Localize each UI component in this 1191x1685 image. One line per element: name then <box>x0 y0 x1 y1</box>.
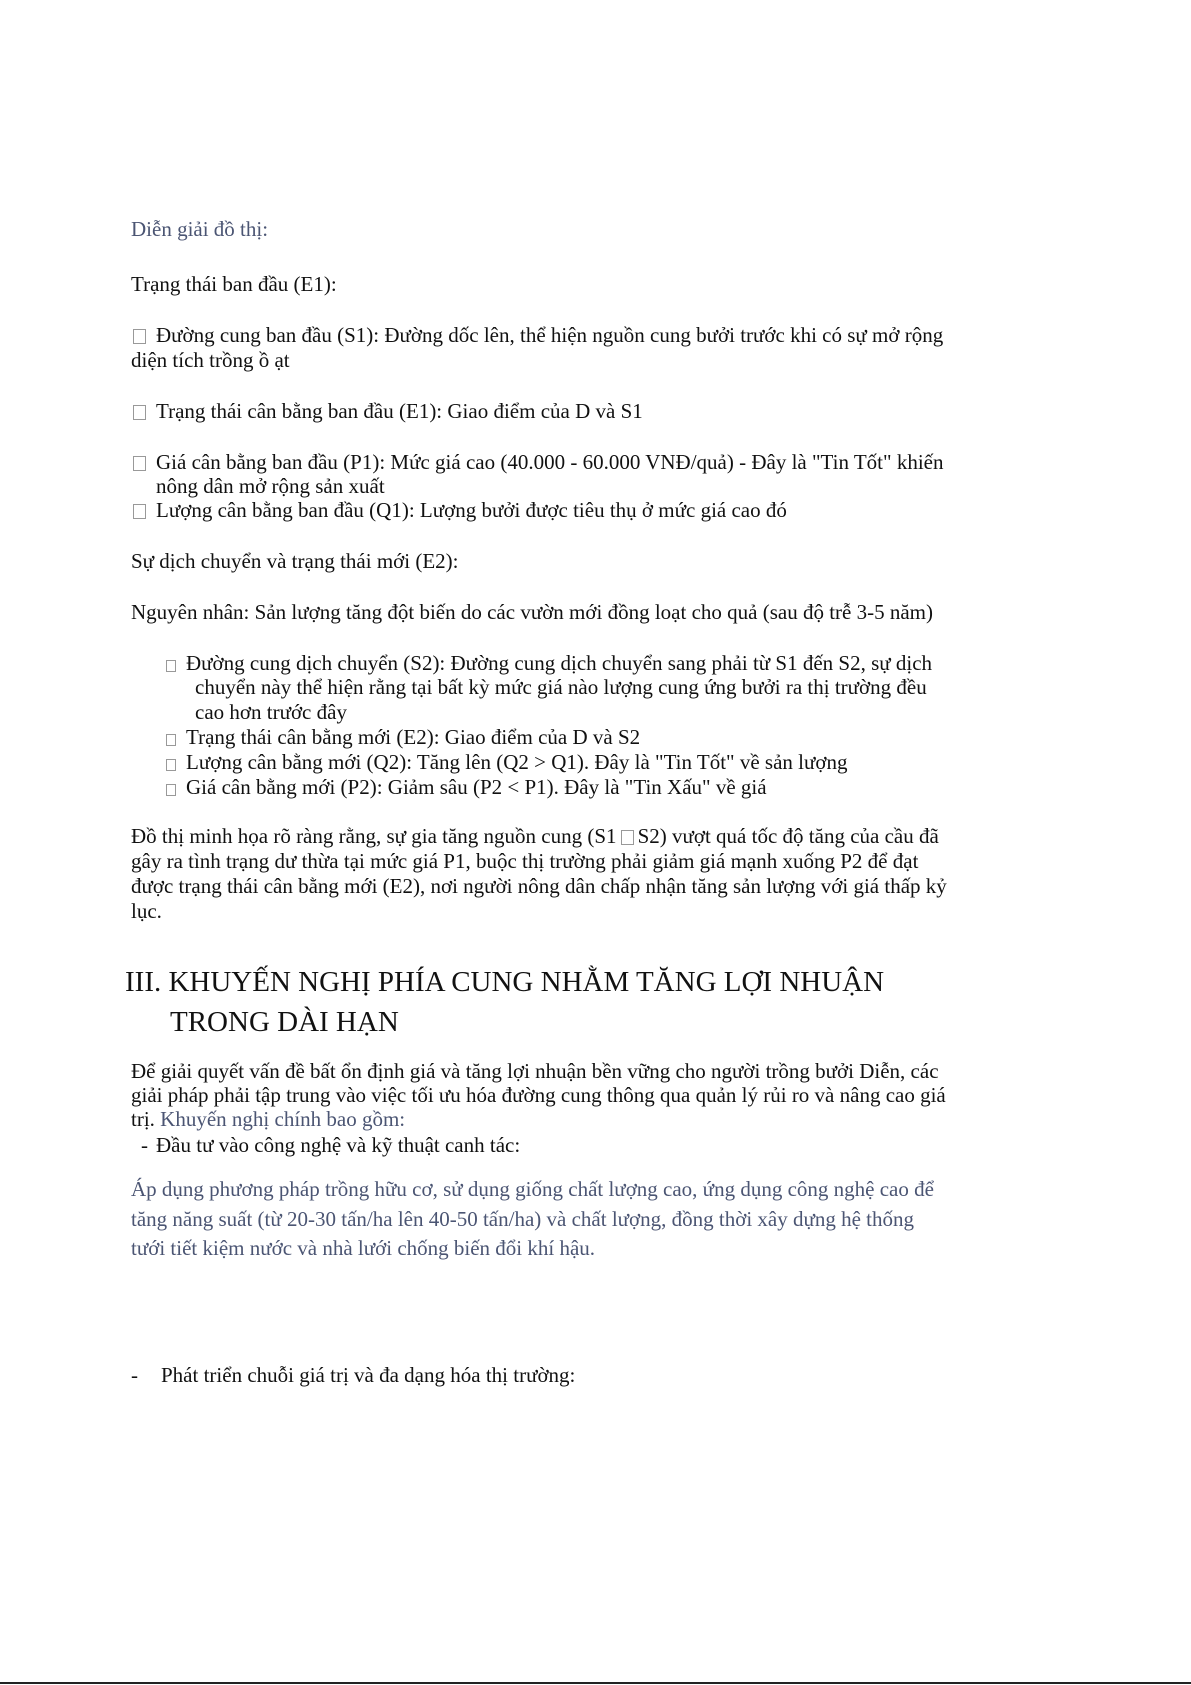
bullet-icon <box>166 759 176 771</box>
conclusion-line: Đồ thị minh họa rõ ràng rằng, sự gia tăng nguồn cung (S1 S2) vượt quá tốc độ tăng của cầu đã <box>131 824 939 848</box>
section-heading-continuation: TRONG DÀI HẠN <box>170 1006 399 1038</box>
list-item: Đường cung dịch chuyển (S2): Đường cung dịch chuyển sang phải từ S1 đến S2, sự dịch <box>166 650 932 676</box>
list-item: Đường cung ban đầu (S1): Đường dốc lên, thể hiện nguồn cung bưởi trước khi có sự mở rộng <box>133 322 943 348</box>
shift-cause: Nguyên nhân: Sản lượng tăng đột biến do các vườn mới đồng loạt cho quả (sau độ trễ 3-5 năm) <box>131 600 933 624</box>
bullet-icon <box>133 329 146 344</box>
list-item-continuation: chuyển này thể hiện rằng tại bất kỳ mức giá nào lượng cung ứng bưởi ra thị trường đều <box>195 675 927 699</box>
list-item: Giá cân bằng mới (P2): Giảm sâu (P2 < P1). Đây là "Tin Xấu" về giá <box>166 774 767 800</box>
list-item: Lượng cân bằng mới (Q2): Tăng lên (Q2 > Q1). Đây là "Tin Tốt" về sản lượng <box>166 749 848 775</box>
section-intro-line: Để giải quyết vấn đề bất ổn định giá và tăng lợi nhuận bền vững cho người trồng bưởi Diễn, các <box>131 1059 939 1083</box>
list-item-continuation: cao hơn trước đây <box>195 700 347 724</box>
page-bottom-rule <box>0 1682 1191 1684</box>
list-item: Giá cân bằng ban đầu (P1): Mức giá cao (40.000 - 60.000 VNĐ/quả) - Đây là "Tin Tốt" khiến <box>133 449 944 475</box>
list-item: Trạng thái cân bằng ban đầu (E1): Giao điểm của D và S1 <box>133 398 643 424</box>
section-intro-line: trị. Khuyến nghị chính bao gồm: <box>131 1107 406 1131</box>
recommendation-title: Đầu tư vào công nghệ và kỹ thuật canh tác: <box>156 1133 521 1157</box>
list-item: Lượng cân bằng ban đầu (Q1): Lượng bưởi được tiêu thụ ở mức giá cao đó <box>133 497 787 523</box>
section-intro-line: giải pháp phải tập trung vào việc tối ưu hóa đường cung thông qua quản lý rủi ro và nâng cao giá <box>131 1083 946 1107</box>
conclusion-line: lục. <box>131 899 162 923</box>
bullet-icon <box>166 784 176 796</box>
bullet-icon <box>166 734 176 746</box>
figure-caption: Diễn giải đồ thị: <box>131 217 269 241</box>
section-heading: III. KHUYẾN NGHỊ PHÍA CUNG NHẰM TĂNG LỢI NHUẬN <box>125 966 885 998</box>
bullet-icon <box>133 456 146 471</box>
dash-bullet: - <box>131 1363 138 1387</box>
bullet-icon <box>133 504 146 519</box>
recommendation-title: Phát triển chuỗi giá trị và đa dạng hóa thị trường: <box>161 1363 576 1387</box>
recommendation-body-line: Áp dụng phương pháp trồng hữu cơ, sử dụng giống chất lượng cao, ứng dụng công nghệ cao để <box>131 1177 934 1201</box>
list-item: Trạng thái cân bằng mới (E2): Giao điểm của D và S2 <box>166 724 640 750</box>
recommendation-body-line: tăng năng suất (từ 20-30 tấn/ha lên 40-50 tấn/ha) và chất lượng, đồng thời xây dựng hệ thống <box>131 1207 915 1231</box>
initial-state-heading: Trạng thái ban đầu (E1): <box>131 272 337 296</box>
recommendation-body-line: tưới tiết kiệm nước và nhà lưới chống biến đổi khí hậu. <box>131 1236 596 1260</box>
conclusion-line: gây ra tình trạng dư thừa tại mức giá P1, buộc thị trường phải giảm giá mạnh xuống P2 để đạt <box>131 849 919 873</box>
list-item-continuation: diện tích trồng ồ ạt <box>131 348 290 372</box>
arrow-glyph-icon <box>621 830 634 845</box>
bullet-icon <box>133 405 146 420</box>
conclusion-line: được trạng thái cân bằng mới (E2), nơi người nông dân chấp nhận tăng sản lượng với giá thấp kỷ <box>131 874 947 898</box>
list-item-continuation: nông dân mở rộng sản xuất <box>156 474 385 498</box>
dash-bullet: - <box>141 1133 148 1157</box>
shift-heading: Sự dịch chuyển và trạng thái mới (E2): <box>131 549 459 573</box>
bullet-icon <box>166 660 176 672</box>
